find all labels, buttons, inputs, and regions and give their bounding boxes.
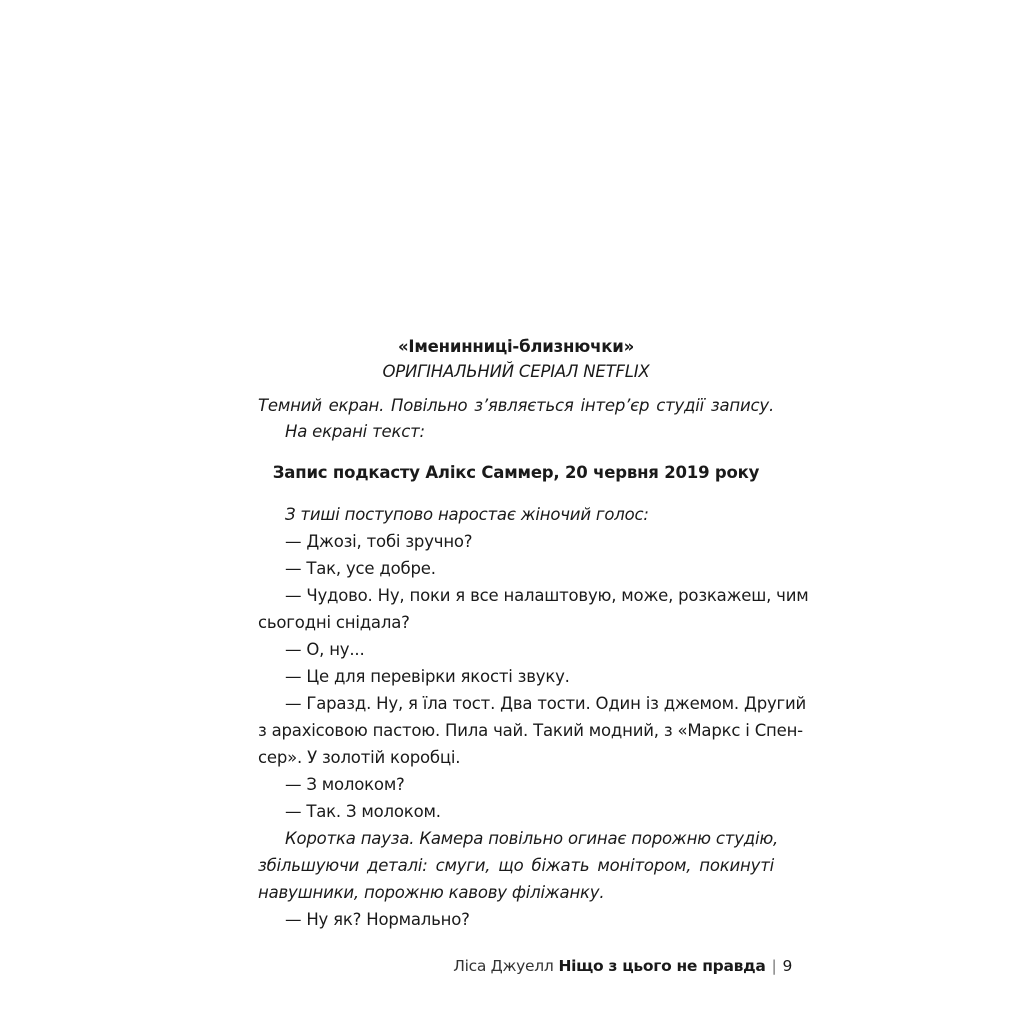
stage-direction: Коротка пауза. Камера повільно огинає порожню студію, <box>285 829 779 848</box>
stage-direction: На екрані текст: <box>285 422 425 441</box>
dialogue-line: — Чудово. Ну, поки я все налаштовую, може, розкажеш, чим <box>285 586 809 605</box>
dialogue-line: — Це для перевірки якості звуку. <box>285 667 570 686</box>
dialogue-line: — Гаразд. Ну, я їла тост. Два тости. Один із джемом. Другий <box>285 694 807 713</box>
page-number: 9 <box>782 957 792 975</box>
page-title: «Іменинниці-близнючки» <box>397 337 635 356</box>
footer-author: Ліса Джуелл <box>453 957 554 975</box>
stage-direction: навушники, порожню кавову філіжанку. <box>258 883 605 902</box>
footer-separator: | <box>771 957 777 975</box>
dialogue-line: — Джозі, тобі зручно? <box>285 532 473 551</box>
dialogue-line: сьогодні снідала? <box>258 613 410 632</box>
footer-book-title: Ніщо з цього не правда <box>558 957 766 975</box>
stage-direction: збільшуючи деталі: смуги, що біжать монітором, покинуті <box>258 856 774 875</box>
dialogue-line: — Так. З молоком. <box>285 802 441 821</box>
dialogue-line: — О, ну... <box>285 640 365 659</box>
page-footer <box>453 957 792 975</box>
dialogue-line: сер». У золотій коробці. <box>258 748 461 767</box>
onscreen-caption: Запис подкасту Алікс Саммер, 20 червня 2019 року <box>272 463 760 482</box>
dialogue-line: — З молоком? <box>285 775 405 794</box>
dialogue-line: з арахісовою пастою. Пила чай. Такий модний, з «Маркс і Спен- <box>258 721 803 740</box>
page-subtitle: ОРИГІНАЛЬНИЙ СЕРІАЛ NETFLIX <box>382 362 650 381</box>
stage-direction: З тиші поступово наростає жіночий голос: <box>285 505 649 524</box>
stage-direction: Темний екран. Повільно з’являється інтер’єр студії запису. <box>258 396 774 415</box>
dialogue-line: — Ну як? Нормально? <box>285 910 470 929</box>
dialogue-line: — Так, усе добре. <box>285 559 436 578</box>
